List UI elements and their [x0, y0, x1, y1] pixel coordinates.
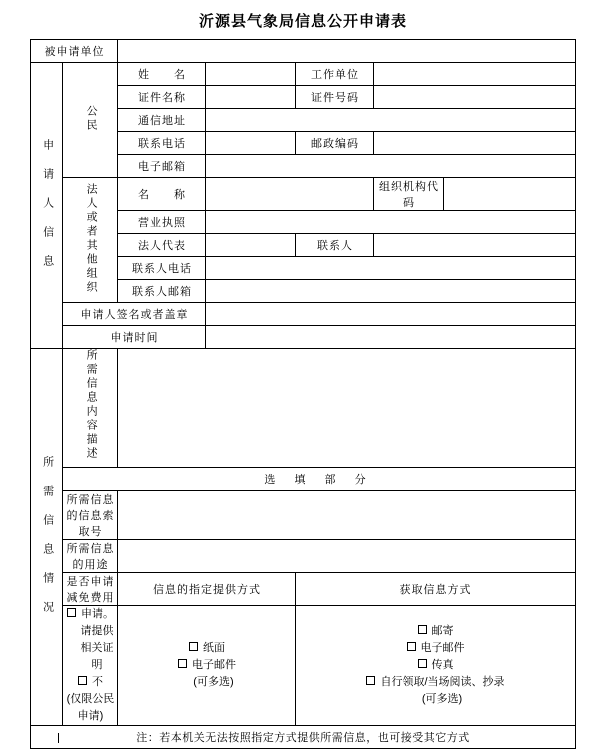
option-label: 电子邮件: [420, 641, 465, 654]
field-signature[interactable]: [206, 303, 575, 326]
table-row-name: [31, 63, 575, 86]
option-label: 纸面: [202, 641, 225, 654]
label-legal-rep: 法人代表: [118, 234, 206, 257]
checkbox-provide-paper[interactable]: [118, 640, 295, 657]
label-applied-unit: 被申请单位: [31, 40, 118, 63]
table-row-method-headers: [31, 572, 575, 605]
option-label: (仅限公民申请): [66, 692, 115, 722]
field-address[interactable]: [206, 109, 575, 132]
field-contact-person[interactable]: [374, 234, 575, 257]
checkbox-fee-apply[interactable]: [63, 606, 117, 623]
option-label: 传真: [431, 658, 454, 671]
label-info-status: 所 需 信 息 情 况: [31, 349, 63, 726]
table-row-applied-unit: [31, 40, 575, 63]
label-address: 通信地址: [118, 109, 206, 132]
field-index-number[interactable]: [118, 490, 575, 539]
options-obtain-method: [296, 605, 575, 725]
checkbox-obtain-self[interactable]: [296, 674, 574, 691]
field-org-name[interactable]: [206, 178, 374, 211]
checkbox-provide-email[interactable]: [118, 657, 295, 674]
field-id-number[interactable]: [374, 86, 575, 109]
options-fee-reduction: [63, 605, 118, 725]
label-business-license: 营业执照: [118, 211, 206, 234]
label-id-number: 证件号码: [296, 86, 374, 109]
field-postcode[interactable]: [374, 132, 575, 155]
field-apply-time[interactable]: [206, 326, 575, 349]
label-apply-time: 申请时间: [63, 326, 206, 349]
field-org-code[interactable]: [444, 178, 575, 211]
label-applicant-info: 申 请 人 信 息: [31, 63, 63, 349]
table-row-note: [31, 725, 575, 748]
label-signature: 申请人签名或者盖章: [63, 303, 206, 326]
field-applied-unit[interactable]: [118, 40, 575, 63]
label-index-number: 所需信息的信息索取号: [63, 490, 118, 539]
table-row-org-name: [31, 178, 575, 211]
page-edge-mark: [58, 733, 59, 743]
option-label: 申请。: [80, 607, 114, 620]
fee-apply-note: [63, 623, 117, 674]
checkbox-icon[interactable]: [418, 625, 427, 634]
obtain-multi-note: [409, 691, 462, 708]
label-description: 所需信息内容描述: [63, 349, 118, 468]
table-row-apply-time: [31, 326, 575, 349]
label-email: 电子邮箱: [118, 155, 206, 178]
option-label: (可多选): [421, 692, 463, 705]
label-org-name: 名 称: [118, 178, 206, 211]
label-postcode: 邮政编码: [296, 132, 374, 155]
option-label: 自行领取/当场阅读、抄录: [380, 675, 505, 688]
field-email[interactable]: [206, 155, 575, 178]
page-title: 沂源县气象局信息公开申请表: [198, 14, 407, 30]
label-legal-entity: 法人或者其他组织: [63, 178, 118, 303]
option-label: 请提供相关证明: [80, 624, 114, 671]
checkbox-obtain-mail[interactable]: [296, 623, 574, 640]
provide-multi-note: [180, 674, 233, 691]
table-row-optional-header: [31, 467, 575, 490]
section-optional-title: 选 填 部 分: [63, 467, 575, 490]
label-contact-email: 联系人邮箱: [118, 280, 206, 303]
option-label: (可多选): [193, 675, 234, 688]
label-name: 姓 名: [118, 63, 206, 86]
option-label: 不: [91, 675, 103, 688]
options-provide-method: [118, 605, 296, 725]
field-contact-phone[interactable]: [206, 257, 575, 280]
field-work-unit[interactable]: [374, 63, 575, 86]
field-usage[interactable]: [118, 539, 575, 572]
label-provide-method: 信息的指定提供方式: [118, 572, 296, 605]
checkbox-icon[interactable]: [67, 608, 76, 617]
label-phone: 联系电话: [118, 132, 206, 155]
fee-scope-note: [63, 691, 117, 725]
checkbox-icon[interactable]: [189, 642, 198, 651]
label-obtain-method: 获取信息方式: [296, 572, 575, 605]
label-usage: 所需信息的用途: [63, 539, 118, 572]
option-label: 邮寄: [431, 624, 454, 637]
field-legal-rep[interactable]: [206, 234, 296, 257]
label-work-unit: 工作单位: [296, 63, 374, 86]
table-row-signature: [31, 303, 575, 326]
label-id-type: 证件名称: [118, 86, 206, 109]
field-business-license[interactable]: [206, 211, 575, 234]
label-fee-reduction: 是否申请减免费用: [63, 572, 118, 605]
table-row-description: [31, 349, 575, 468]
checkbox-obtain-fax[interactable]: [296, 657, 574, 674]
checkbox-obtain-email[interactable]: [296, 640, 574, 657]
field-id-type[interactable]: [206, 86, 296, 109]
table-row-method-options: [31, 605, 575, 725]
checkbox-icon[interactable]: [418, 659, 427, 668]
checkbox-icon[interactable]: [407, 642, 416, 651]
table-row-usage: [31, 539, 575, 572]
option-label: 电子邮件: [191, 658, 236, 671]
application-form: [30, 39, 575, 749]
field-name[interactable]: [206, 63, 296, 86]
table-row-index-number: [31, 490, 575, 539]
label-org-code: 组织机构代码: [374, 178, 444, 211]
label-citizen: 公民: [63, 63, 118, 178]
label-contact-person: 联系人: [296, 234, 374, 257]
checkbox-icon[interactable]: [78, 676, 87, 685]
form-note: 注：若本机关无法按照指定方式提供所需信息，也可接受其它方式: [31, 725, 575, 748]
field-contact-email[interactable]: [206, 280, 575, 303]
checkbox-fee-no[interactable]: [63, 674, 117, 691]
checkbox-icon[interactable]: [178, 659, 187, 668]
field-phone[interactable]: [206, 132, 296, 155]
field-description[interactable]: [118, 349, 575, 468]
checkbox-icon[interactable]: [366, 676, 375, 685]
label-contact-phone: 联系人电话: [118, 257, 206, 280]
